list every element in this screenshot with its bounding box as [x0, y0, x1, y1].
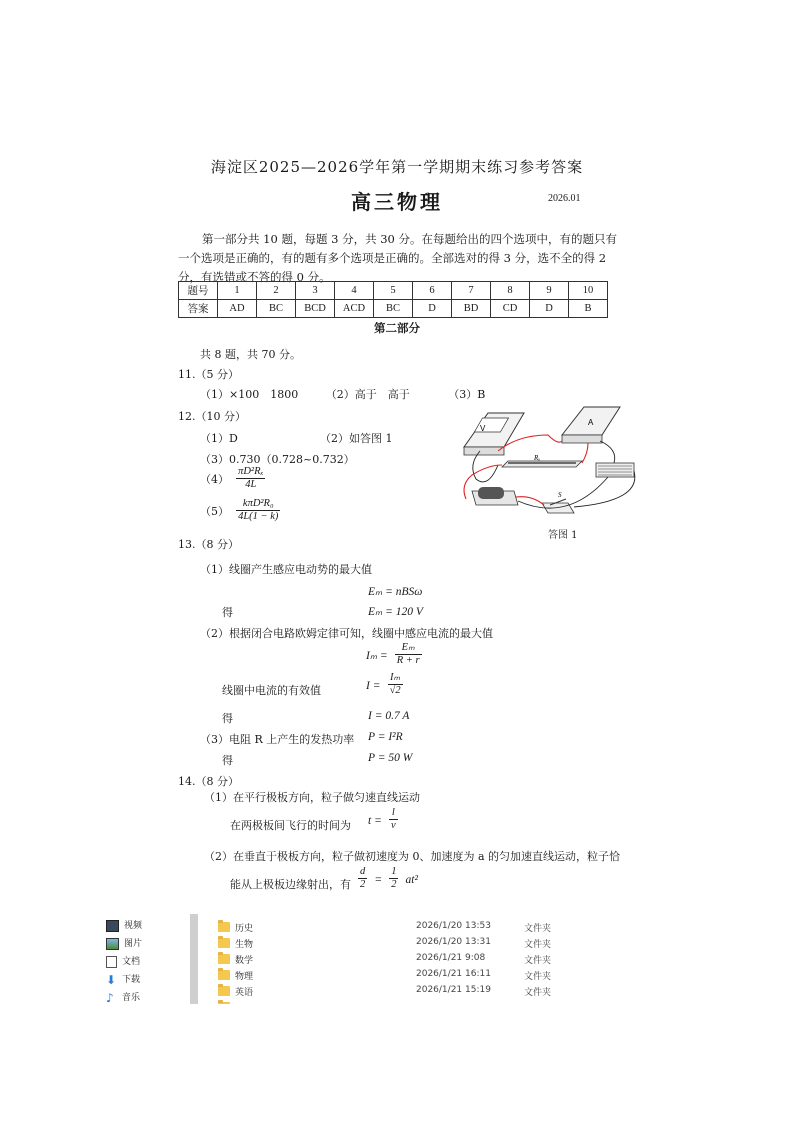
question-number: 5 — [374, 282, 413, 300]
part2-instructions: 共 8 题，共 70 分。 — [200, 348, 301, 361]
nav-item-label: 视频 — [124, 921, 143, 931]
eq-lhs: Iₘ = — [366, 650, 388, 662]
q13-therefore-1: 得 — [222, 606, 233, 619]
q13-eq-current-max — [366, 642, 424, 667]
ammeter-label: A — [588, 418, 594, 427]
switch-icon — [542, 491, 574, 513]
q14-part2b-text: 能从上极板边缘射出，有 — [230, 878, 351, 891]
q12-answer-2: （2）如答图 1 — [320, 432, 393, 445]
folder-icon — [218, 938, 230, 948]
folder-icon — [218, 970, 230, 980]
folder-icon — [218, 954, 230, 964]
q12-answer-4-label: （4） — [200, 473, 229, 486]
answer-cell: BD — [452, 300, 491, 318]
list-item-folder[interactable] — [218, 984, 618, 999]
fraction-numerator: d — [360, 866, 366, 877]
q13-heading: 13.（8 分） — [178, 538, 239, 551]
voltmeter-icon — [464, 413, 524, 455]
question-number: 4 — [335, 282, 374, 300]
q13-part2-text: （2）根据闭合电路欧姆定律可知，线圈中感应电流的最大值 — [200, 627, 493, 640]
q13-part1-text: （1）线圈产生感应电动势的最大值 — [200, 563, 372, 576]
video-icon — [106, 920, 119, 932]
list-item-folder[interactable] — [218, 952, 618, 967]
fraction-numerator: Eₘ — [395, 642, 422, 655]
table-row-questions — [179, 282, 608, 300]
folder-icon — [218, 986, 230, 996]
file-date: 2026/1/20 13:31 — [416, 937, 491, 947]
download-icon: ⬇ — [106, 972, 117, 987]
list-item-folder[interactable] — [218, 968, 618, 983]
rheostat-icon — [596, 463, 634, 477]
table-row-answers — [179, 300, 608, 318]
file-name: 英语 — [235, 988, 254, 998]
fraction — [389, 807, 398, 832]
list-item-folder-partial[interactable] — [218, 1000, 618, 1004]
file-name: 历史 — [235, 924, 254, 934]
nav-item-music[interactable] — [106, 990, 140, 1003]
voltmeter-label: V — [480, 424, 486, 433]
q13-eq-emf-value: Eₘ = 120 V — [368, 606, 423, 618]
fraction — [388, 672, 403, 697]
answer-cell: BCD — [296, 300, 335, 318]
q13-therefore-2: 得 — [222, 712, 233, 725]
list-item-folder[interactable] — [218, 936, 618, 951]
part2-title: 第二部分 — [374, 321, 420, 335]
q12-answer-3: （3）0.730（0.728~0.732） — [200, 453, 355, 466]
folder-icon — [218, 922, 230, 932]
file-type: 文件夹 — [524, 924, 552, 934]
nav-item-pictures[interactable] — [106, 936, 142, 950]
fraction — [389, 866, 398, 891]
document-title: 海淀区2025—2026学年第一学期期末练习参考答案 — [210, 158, 584, 176]
file-date: 2026/1/21 9:08 — [416, 953, 486, 963]
q13-part2b-text: 线圈中电流的有效值 — [222, 684, 321, 697]
file-name: 生物 — [235, 940, 254, 950]
fraction-denominator: R + r — [396, 655, 420, 666]
answer-cell: ACD — [335, 300, 374, 318]
question-number: 1 — [218, 282, 257, 300]
fraction-numerator: 1 — [391, 866, 397, 877]
fraction-numerator: Iₘ — [388, 672, 403, 685]
q12-answer-5 — [200, 498, 282, 523]
fraction-denominator: 2 — [360, 879, 366, 890]
nav-item-label: 文档 — [122, 957, 141, 967]
figure-caption: 答图 1 — [548, 530, 578, 541]
eq-sign: = — [374, 874, 383, 886]
q13-eq-power-value: P = 50 W — [368, 752, 413, 764]
q11-answers: （1）×100 1800 （2）高于 高于 （3）B — [200, 388, 486, 401]
eq-tail: at² — [405, 874, 418, 886]
document-icon — [106, 956, 117, 968]
answer-cell: B — [569, 300, 608, 318]
circuit-diagram — [458, 405, 642, 523]
answer-table — [178, 281, 608, 318]
list-item-folder[interactable] — [218, 920, 618, 935]
answer-cell: CD — [491, 300, 530, 318]
table-header-question: 题号 — [179, 282, 218, 300]
q14-part2-text: （2）在垂直于极板方向，粒子做初速度为 0、加速度为 a 的匀加速直线运动，粒子恰 — [204, 850, 621, 863]
q12-answer-1: （1）D — [200, 432, 238, 445]
nav-item-documents[interactable] — [106, 954, 140, 968]
q14-part1b-text: 在两极板间飞行的时间为 — [230, 819, 351, 832]
q13-part3-text: （3）电阻 R 上产生的发热功率 — [200, 733, 355, 746]
nav-item-label: 下载 — [122, 975, 141, 985]
q12-answer-5-fraction — [236, 498, 280, 523]
nav-item-label: 图片 — [124, 939, 143, 949]
q12-answer-4-fraction — [236, 466, 265, 491]
fraction-numerator: kπD²R₀ — [236, 498, 280, 511]
q14-eq-time — [368, 807, 400, 832]
file-date: 2026/1/21 15:19 — [416, 985, 491, 995]
folder-icon — [218, 1002, 230, 1004]
question-number: 10 — [569, 282, 608, 300]
fraction-denominator: v — [390, 820, 396, 831]
question-number: 2 — [257, 282, 296, 300]
music-icon: ♪ — [106, 990, 114, 1005]
q11-heading: 11.（5 分） — [178, 368, 239, 381]
fraction-numerator: l — [389, 807, 398, 820]
file-type: 文件夹 — [524, 940, 552, 950]
battery-icon — [472, 487, 518, 505]
fraction-denominator: 4L — [245, 479, 257, 490]
q13-eq-power: P = I²R — [368, 731, 403, 743]
fraction — [358, 866, 367, 891]
answer-cell: D — [530, 300, 569, 318]
q12-heading: 12.（10 分） — [178, 410, 246, 423]
file-date: 2026/1/21 16:11 — [416, 969, 491, 979]
q13-eq-current-value: I = 0.7 A — [368, 710, 410, 722]
question-number: 8 — [491, 282, 530, 300]
q13-therefore-3: 得 — [222, 754, 233, 767]
answer-cell: BC — [257, 300, 296, 318]
file-type: 文件夹 — [524, 956, 552, 966]
part1-instructions: 第一部分共 10 题，每题 3 分，共 30 分。在每题给出的四个选项中，有的题只有一个选项是正确的，有的题有多个选项是正确的。全部选对的得 3 分，选不全的得 2 分，有选错或不答的得 0 分。 — [178, 232, 618, 284]
picture-icon — [106, 938, 119, 950]
switch-label: S — [558, 491, 562, 499]
exam-date: 2026.01 — [548, 193, 581, 204]
file-name: 物理 — [235, 972, 254, 982]
file-date: 2026/1/20 13:53 — [416, 921, 491, 931]
q12-answer-5-label: （5） — [200, 505, 229, 518]
q13-eq-emf: Eₘ = nBSω — [368, 586, 423, 598]
resistance-wire-icon — [502, 454, 582, 467]
q14-eq-displacement — [356, 866, 418, 891]
file-explorer — [80, 912, 620, 1004]
file-type: 文件夹 — [524, 988, 552, 998]
question-number: 6 — [413, 282, 452, 300]
question-number: 3 — [296, 282, 335, 300]
q14-part1-text: （1）在平行极板方向，粒子做匀速直线运动 — [204, 791, 420, 804]
fraction-denominator: √2 — [389, 685, 401, 696]
q14-heading: 14.（8 分） — [178, 775, 239, 788]
fraction-denominator: 4L(1 − k) — [238, 511, 279, 522]
question-number: 9 — [530, 282, 569, 300]
rx-label: Rₓ — [534, 454, 541, 462]
fraction-denominator: 2 — [391, 879, 397, 890]
eq-lhs: t = — [368, 815, 382, 827]
table-header-answer: 答案 — [179, 300, 218, 318]
answer-cell: AD — [218, 300, 257, 318]
ammeter-icon — [562, 407, 620, 443]
q13-eq-current-rms — [366, 672, 405, 697]
subject-title: 高三物理 — [351, 190, 443, 214]
nav-item-label: 音乐 — [122, 993, 141, 1003]
fraction-numerator: πD²Rₓ — [238, 466, 264, 477]
nav-item-downloads[interactable] — [106, 972, 140, 985]
scrollbar[interactable] — [190, 914, 198, 1004]
eq-lhs: I = — [366, 680, 381, 692]
file-name: 数学 — [235, 956, 254, 966]
answer-cell: D — [413, 300, 452, 318]
q12-answer-4 — [200, 466, 267, 491]
file-type: 文件夹 — [524, 972, 552, 982]
fraction — [395, 642, 422, 667]
answer-cell: BC — [374, 300, 413, 318]
nav-item-videos[interactable] — [106, 918, 142, 932]
question-number: 7 — [452, 282, 491, 300]
